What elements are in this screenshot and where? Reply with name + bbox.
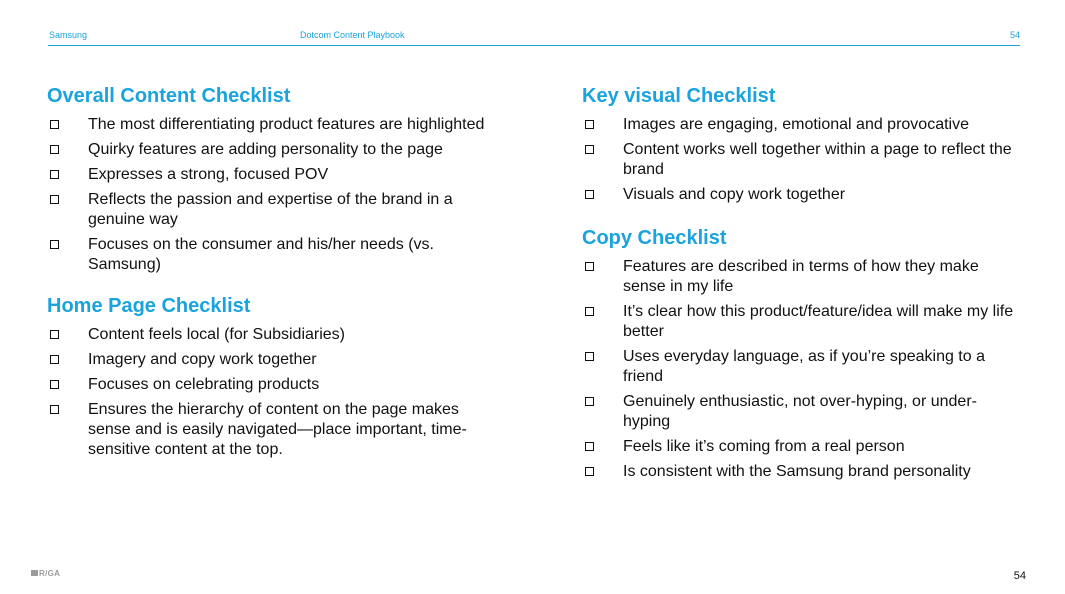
checkbox-icon[interactable] bbox=[585, 397, 594, 406]
checklist bbox=[582, 115, 1022, 205]
checkbox-icon[interactable] bbox=[585, 262, 594, 271]
checklist bbox=[582, 257, 1022, 482]
logo-text: R/GA bbox=[39, 569, 61, 578]
section-title: Home Page Checklist bbox=[47, 295, 251, 317]
checklist-item-text: Reflects the passion and expertise of the brand in a genuine way bbox=[88, 191, 453, 228]
checklist-item-text: The most differentiating product features are highlighted bbox=[88, 116, 485, 133]
checklist-item bbox=[582, 115, 1022, 135]
checklist-item bbox=[582, 347, 1022, 387]
header-document-title: Dotcom Content Playbook bbox=[300, 30, 405, 40]
checklist-item-text: Content feels local (for Subsidiaries) bbox=[88, 326, 346, 343]
section-overall-content bbox=[47, 83, 487, 275]
checklist-item bbox=[582, 185, 1022, 205]
checklist-item-text: Expresses a strong, focused POV bbox=[88, 166, 329, 183]
checkbox-icon[interactable] bbox=[585, 120, 594, 129]
checklist-item-text: Imagery and copy work together bbox=[88, 351, 317, 368]
section-title: Overall Content Checklist bbox=[47, 85, 291, 107]
checkbox-icon[interactable] bbox=[50, 380, 59, 389]
checklist-item-text: Quirky features are adding personality to the page bbox=[88, 141, 443, 158]
checklist-item-text: Feels like it’s coming from a real person bbox=[623, 438, 905, 455]
checkbox-icon[interactable] bbox=[585, 442, 594, 451]
checklist-item-text: Is consistent with the Samsung brand personality bbox=[623, 463, 971, 480]
checkbox-icon[interactable] bbox=[50, 240, 59, 249]
checkbox-icon[interactable] bbox=[585, 467, 594, 476]
footer-page-number: 54 bbox=[1013, 570, 1026, 582]
checklist bbox=[47, 115, 487, 275]
header-divider bbox=[48, 45, 1020, 46]
checklist-item bbox=[47, 350, 487, 370]
rga-logo bbox=[31, 569, 60, 578]
section-title: Copy Checklist bbox=[582, 227, 727, 249]
checkbox-icon[interactable] bbox=[585, 190, 594, 199]
header-page-number: 54 bbox=[1009, 30, 1020, 40]
checklist-item-text: Uses everyday language, as if you’re speaking to a friend bbox=[623, 348, 985, 385]
checklist-item bbox=[47, 375, 487, 395]
section-title: Key visual Checklist bbox=[582, 85, 776, 107]
checklist-item bbox=[47, 400, 487, 460]
checklist-item bbox=[582, 437, 1022, 457]
checkbox-icon[interactable] bbox=[585, 307, 594, 316]
section-copy bbox=[582, 225, 1022, 482]
checklist-item-text: Images are engaging, emotional and provocative bbox=[623, 116, 969, 133]
checklist-item bbox=[582, 462, 1022, 482]
checklist-item-text: Features are described in terms of how they make sense in my life bbox=[623, 258, 979, 295]
checkbox-icon[interactable] bbox=[585, 145, 594, 154]
checklist-item bbox=[582, 302, 1022, 342]
checklist-item bbox=[47, 190, 487, 230]
checkbox-icon[interactable] bbox=[50, 330, 59, 339]
checklist-item-text: Focuses on the consumer and his/her needs (vs. Samsung) bbox=[88, 236, 434, 273]
checklist-item-text: Genuinely enthusiastic, not over-hyping, or under-hyping bbox=[623, 393, 977, 430]
checklist-item-text: Visuals and copy work together bbox=[623, 186, 846, 203]
checklist-item bbox=[582, 257, 1022, 297]
checklist-item bbox=[47, 165, 487, 185]
checkbox-icon[interactable] bbox=[50, 145, 59, 154]
checklist bbox=[47, 325, 487, 460]
header-brand: Samsung bbox=[49, 30, 88, 40]
checkbox-icon[interactable] bbox=[50, 195, 59, 204]
checklist-item bbox=[47, 140, 487, 160]
checklist-item bbox=[47, 325, 487, 345]
checklist-item bbox=[47, 235, 487, 275]
logo-block-icon bbox=[31, 570, 38, 576]
section-home-page bbox=[47, 293, 487, 460]
checklist-item-text: Ensures the hierarchy of content on the page makes sense and is easily navigated—place important, time-sensitive content at the top. bbox=[88, 401, 467, 458]
checklist-item bbox=[582, 392, 1022, 432]
checklist-item-text: It’s clear how this product/feature/idea will make my life better bbox=[623, 303, 1014, 340]
checkbox-icon[interactable] bbox=[50, 405, 59, 414]
checkbox-icon[interactable] bbox=[585, 352, 594, 361]
checkbox-icon[interactable] bbox=[50, 170, 59, 179]
checkbox-icon[interactable] bbox=[50, 355, 59, 364]
checkbox-icon[interactable] bbox=[50, 120, 59, 129]
checklist-item-text: Content works well together within a page to reflect the brand bbox=[623, 141, 1012, 178]
checklist-item bbox=[47, 115, 487, 135]
right-column bbox=[582, 83, 1022, 487]
section-key-visual bbox=[582, 83, 1022, 205]
checklist-item-text: Focuses on celebrating products bbox=[88, 376, 320, 393]
checklist-item bbox=[582, 140, 1022, 180]
left-column bbox=[47, 83, 487, 465]
